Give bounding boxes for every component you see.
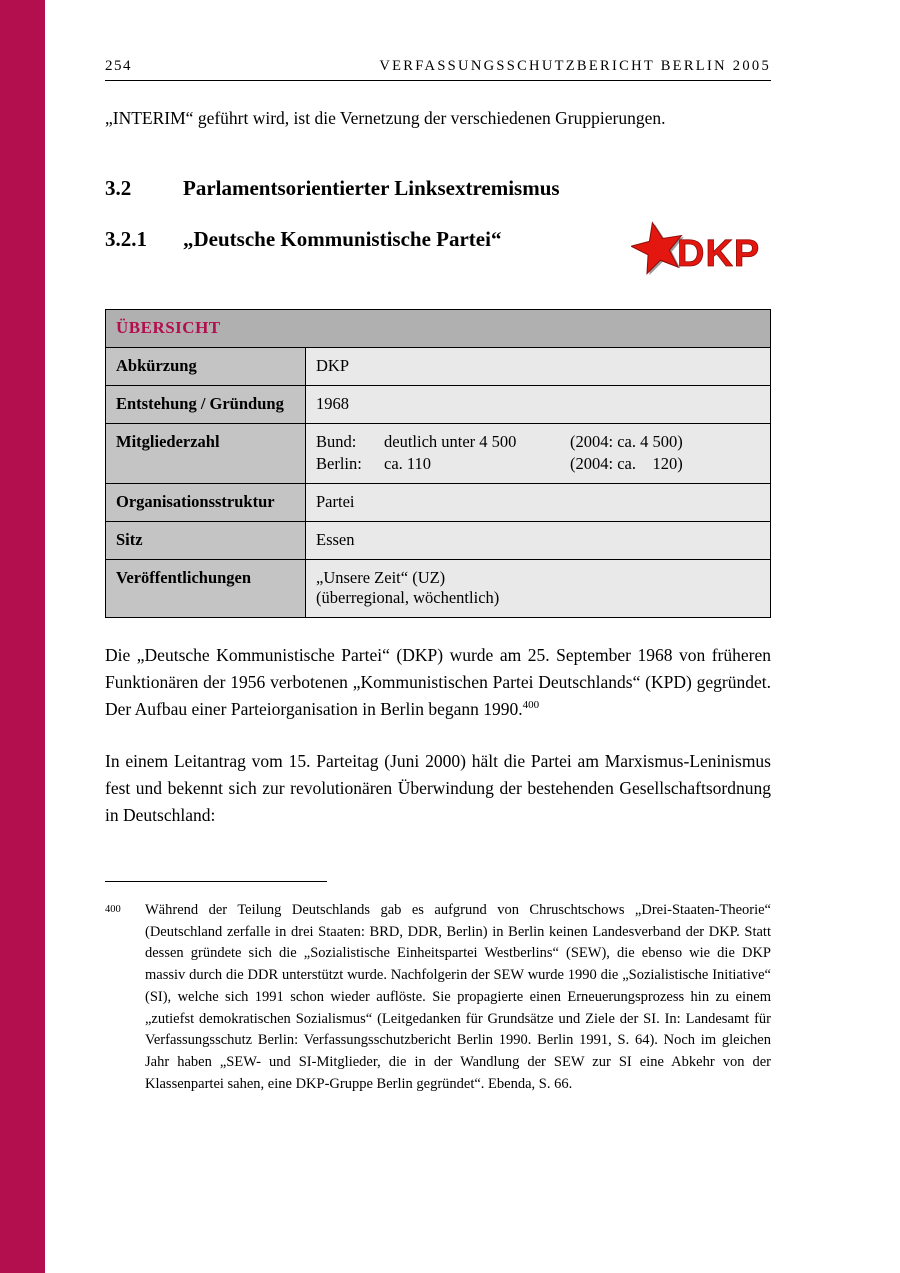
table-value-cell bbox=[306, 424, 771, 484]
table-label-cell: Sitz bbox=[106, 522, 306, 560]
page-number: 254 bbox=[105, 58, 132, 74]
table-label-cell: Abkürzung bbox=[106, 348, 306, 386]
footnote-400 bbox=[105, 900, 771, 1096]
table-row bbox=[106, 348, 771, 386]
table-value-cell: DKP bbox=[306, 348, 771, 386]
table-label-cell: Entstehung / Gründung bbox=[106, 386, 306, 424]
page-header bbox=[105, 0, 771, 81]
dkp-logo bbox=[631, 219, 771, 279]
section-heading-3-2 bbox=[105, 176, 771, 201]
subsection-title: „Deutsche Kommunistische Partei“ bbox=[183, 227, 502, 252]
table-row bbox=[106, 560, 771, 618]
member-note: (2004: ca. 120) bbox=[570, 454, 683, 474]
table-row bbox=[106, 424, 771, 484]
table-value-cell: Essen bbox=[306, 522, 771, 560]
dkp-logo-text: DKP bbox=[677, 233, 761, 276]
subsection-number: 3.2.1 bbox=[105, 227, 147, 252]
publication-line: „Unsere Zeit“ (UZ) bbox=[316, 568, 446, 588]
member-note: (2004: ca. 4 500) bbox=[570, 432, 683, 452]
table-label-cell: Veröffentlichungen bbox=[106, 560, 306, 618]
member-value: ca. 110 bbox=[384, 454, 432, 474]
subsection-heading-row bbox=[105, 227, 771, 279]
page-accent-sidebar bbox=[0, 0, 45, 1273]
table-value-cell: Partei bbox=[306, 484, 771, 522]
section-heading-3-2-1 bbox=[105, 227, 631, 252]
table-row bbox=[106, 386, 771, 424]
footnote-text: Während der Teilung Deutschlands gab es aufgrund von Chruschtschows „Drei-Staaten-Theorie“ (Deutschland zerfalle in drei Staaten: BRD, DDR, Berlin) in Berlin keinen Landesverband der DKP. Statt dessen gründete sich die „Sozialistische Einheitspartei Westberlins“ (SEW), die ebenso wie die DKP massiv durch die DDR unterstützt wurde. Nachfolgerin der SEW wurde 1990 die „Sozialistische Initiative“ (SI), welche sich 1991 schon wieder auflöste. Sie propagierte einen Erneuerungsprozess hin zu einem „zutiefst demokratischen Sozialismus“ (Leitgedanken für Grundsätze und Ziele der SI. In: Landesamt für Verfassungsschutz Berlin: Verfassungsschutzbericht Berlin 1990. Berlin 1991, S. 64). Noch im gleichen Jahr haben „SEW- und SI-Mitglieder, die in der Wandlung der SEW zur SI eine Abkehr von der Klassenpartei sahen, eine DKP-Gruppe Berlin gegründet“. Ebenda, S. 66. bbox=[145, 901, 771, 1092]
member-value: deutlich unter 4 500 bbox=[384, 432, 517, 452]
table-label-cell: Mitgliederzahl bbox=[106, 424, 306, 484]
table-header-cell: ÜBERSICHT bbox=[106, 310, 771, 348]
body-paragraph-1 bbox=[105, 642, 771, 723]
table-value-cell bbox=[306, 560, 771, 618]
section-title: Parlamentsorientierter Linksextremismus bbox=[183, 176, 560, 201]
member-scope: Berlin: bbox=[316, 454, 362, 474]
membership-figures bbox=[316, 432, 760, 474]
footnote-reference: 400 bbox=[522, 699, 540, 712]
paragraph-text: Die „Deutsche Kommunistische Partei“ (DKP) wurde am 25. September 1968 von früheren Funktionären der 1956 verbotenen „Kommunistischen Partei Deutschlands“ (KPD) gegründet. Der Aufbau einer Parteiorganisation in Berlin begann 1990. bbox=[105, 645, 771, 720]
footnote-number: 400 bbox=[105, 903, 121, 915]
running-title: VERFASSUNGSSCHUTZBERICHT BERLIN 2005 bbox=[379, 58, 771, 74]
table-header-row bbox=[106, 310, 771, 348]
table-row bbox=[106, 484, 771, 522]
intro-paragraph: „INTERIM“ geführt wird, ist die Vernetzung der verschiedenen Gruppierungen. bbox=[105, 108, 666, 128]
member-scope: Bund: bbox=[316, 432, 357, 452]
footnote-divider bbox=[105, 881, 327, 882]
document-page bbox=[105, 0, 771, 1273]
overview-table bbox=[105, 309, 771, 618]
table-label-cell: Organisationsstruktur bbox=[106, 484, 306, 522]
publication-line: (überregional, wöchentlich) bbox=[316, 588, 500, 608]
section-number: 3.2 bbox=[105, 176, 132, 201]
body-paragraph-2: In einem Leitantrag vom 15. Parteitag (Juni 2000) hält die Partei am Marxismus-Leninismus fest und bekennt sich zur revolutionären Überwindung der bestehenden Gesellschaftsordnung in Deutschland: bbox=[105, 750, 771, 825]
table-value-cell: 1968 bbox=[306, 386, 771, 424]
table-row bbox=[106, 522, 771, 560]
